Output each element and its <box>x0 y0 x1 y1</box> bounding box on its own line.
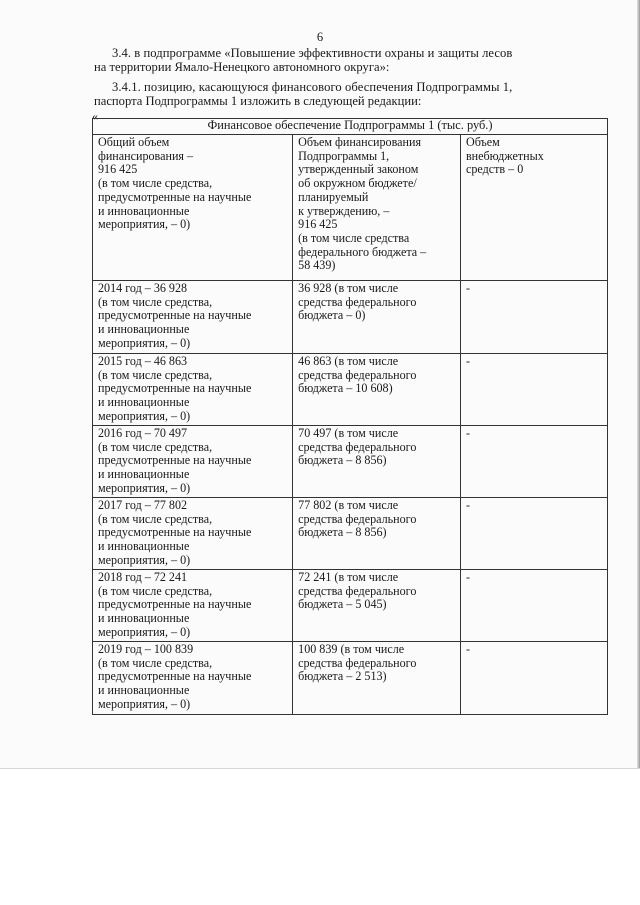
year-total-cell: 2019 год – 100 839 (в том числе средства, предусмотренные на научные и инновационные мероприятия, – 0) <box>93 642 293 715</box>
year-subprogram-cell: 77 802 (в том числе средства федерального бюджета – 8 856) <box>293 498 461 570</box>
year-extrabudget-cell: - <box>460 498 607 570</box>
year-extrabudget-cell: - <box>460 354 607 426</box>
year-subprogram-cell: 100 839 (в том числе средства федерального бюджета – 2 513) <box>293 642 461 715</box>
intro-line-3: 3.4.1. позицию, касающуюся финансового обеспечения Подпрограммы 1, <box>112 80 513 94</box>
intro-line-4: паспорта Подпрограммы 1 изложить в следующей редакции: <box>94 94 422 108</box>
table-row <box>93 570 608 642</box>
year-extrabudget-cell: - <box>460 426 607 498</box>
table-row <box>93 426 608 498</box>
year-subprogram-cell: 72 241 (в том числе средства федерального бюджета – 5 045) <box>293 570 461 642</box>
year-extrabudget-cell: - <box>460 570 607 642</box>
table-row <box>93 642 608 715</box>
table-row <box>93 354 608 426</box>
year-extrabudget-cell: - <box>460 642 607 715</box>
year-subprogram-cell: 36 928 (в том числе средства федерального бюджета – 0) <box>293 281 461 354</box>
year-total-cell: 2016 год – 70 497 (в том числе средства, предусмотренные на научные и инновационные мероприятия, – 0) <box>93 426 293 498</box>
table-header-row <box>93 135 608 281</box>
table-row <box>93 281 608 354</box>
header-total-financing: Общий объем финансирования – 916 425 (в том числе средства, предусмотренные на научные и инновационные мероприятия, – 0) <box>93 135 293 281</box>
year-total-cell: 2018 год – 72 241 (в том числе средства, предусмотренные на научные и инновационные мероприятия, – 0) <box>93 570 293 642</box>
header-extrabudgetary: Объем внебюджетных средств – 0 <box>460 135 607 281</box>
year-total-cell: 2015 год – 46 863 (в том числе средства, предусмотренные на научные и инновационные мероприятия, – 0) <box>93 354 293 426</box>
header-subprogram-financing: Объем финансирования Подпрограммы 1, утвержденный законом об окружном бюджете/ планируемый к утверждению, – 916 425 (в том числе средства федерального бюджета – 58 439) <box>293 135 461 281</box>
year-subprogram-cell: 70 497 (в том числе средства федерального бюджета – 8 856) <box>293 426 461 498</box>
financing-table <box>92 118 608 715</box>
open-quote: « <box>92 109 98 123</box>
year-subprogram-cell: 46 863 (в том числе средства федерального бюджета – 10 608) <box>293 354 461 426</box>
year-extrabudget-cell: - <box>460 281 607 354</box>
table-title: Финансовое обеспечение Подпрограммы 1 (тыс. руб.) <box>93 119 608 135</box>
intro-line-1: 3.4. в подпрограмме «Повышение эффективности охраны и защиты лесов <box>112 46 513 60</box>
year-total-cell: 2014 год – 36 928 (в том числе средства, предусмотренные на научные и инновационные мероприятия, – 0) <box>93 281 293 354</box>
intro-line-2: на территории Ямало-Ненецкого автономного округа»: <box>94 60 390 74</box>
page-number: 6 <box>316 30 324 44</box>
year-total-cell: 2017 год – 77 802 (в том числе средства, предусмотренные на научные и инновационные мероприятия, – 0) <box>93 498 293 570</box>
table-row <box>93 498 608 570</box>
